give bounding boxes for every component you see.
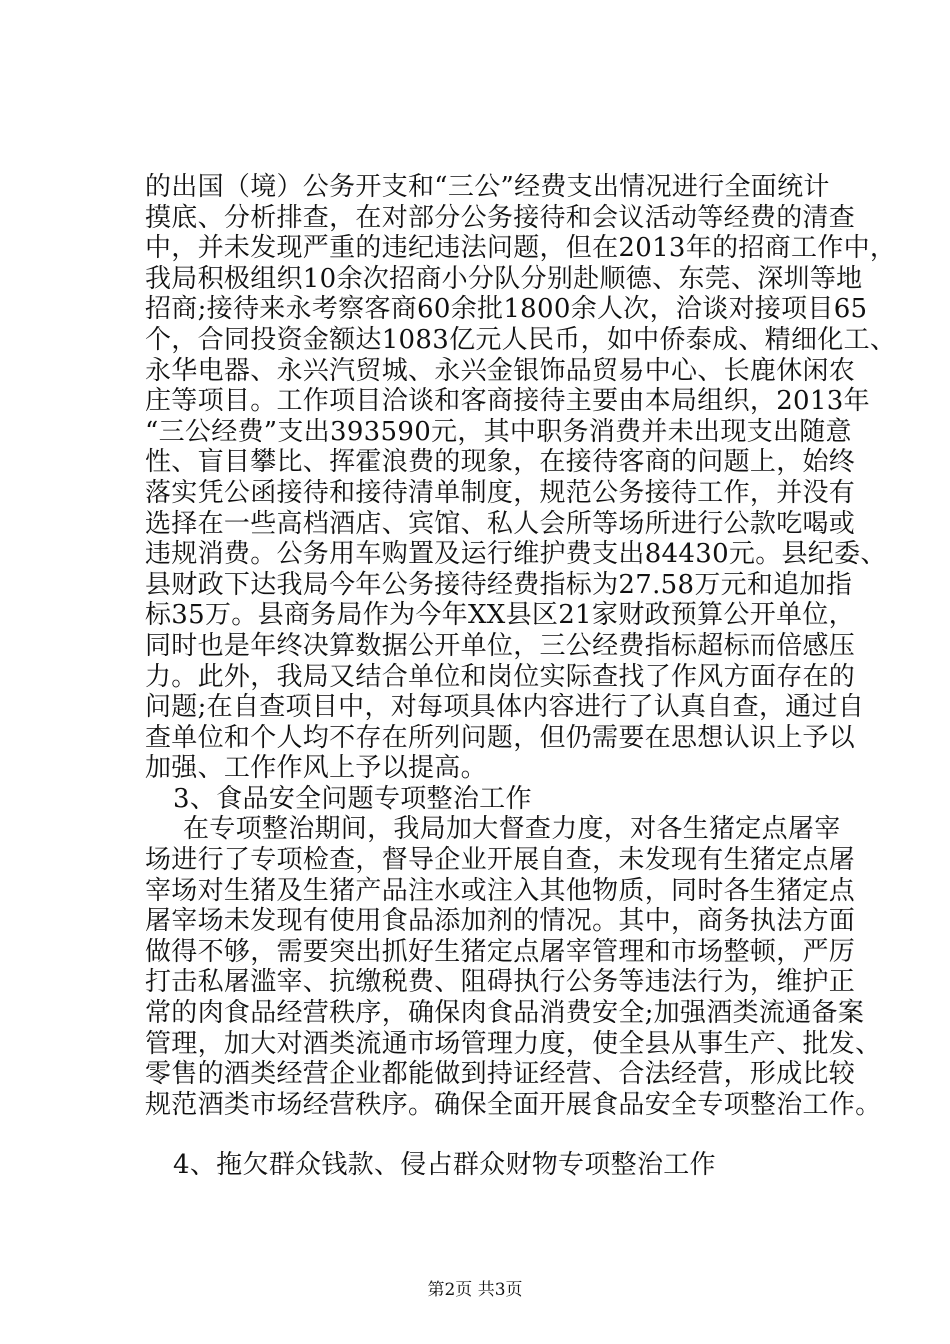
text-line: 屠宰场未发现有使用食品添加剂的情况。其中，商务执法方面 xyxy=(145,906,856,937)
text-line: 同时也是年终决算数据公开单位，三公经费指标超标而倍感压 xyxy=(145,630,856,661)
page-number-footer: 第2页 共3页 xyxy=(427,1280,523,1300)
text-line: 选择在一些高档酒店、宾馆、私人会所等场所进行公款吃喝或 xyxy=(145,508,856,539)
text-line: 摸底、分析排查，在对部分公务接待和会议活动等经费的清查 xyxy=(145,202,856,233)
text-line: 个，合同投资金额达1083亿元人民币，如中侨泰成、精细化工、 xyxy=(145,324,897,355)
section-heading-food-safety: 3、食品安全问题专项整治工作 xyxy=(173,783,532,814)
text-line: “三公经费”支出393590元，其中职务消费并未出现支出随意 xyxy=(145,416,852,447)
text-line: 常的肉食品经营秩序，确保肉食品消费安全;加强酒类流通备案 xyxy=(145,998,865,1029)
text-line: 加强、工作作风上予以提高。 xyxy=(145,753,487,784)
text-line: 我局积极组织10余次招商小分队分别赴顺德、东莞、深圳等地 xyxy=(145,263,863,294)
text-line: 标35万。县商务局作为今年XX县区21家财政预算公开单位， xyxy=(145,600,855,631)
text-line: 查单位和个人均不存在所列问题，但仍需要在思想认识上予以 xyxy=(145,722,856,753)
paragraph-spacer xyxy=(145,1120,825,1150)
text-line: 违规消费。公务用车购置及运行维护费支出84430元。县纪委、 xyxy=(145,539,887,570)
text-line: 力。此外，我局又结合单位和岗位实际查找了作风方面存在的 xyxy=(145,661,856,692)
document-body xyxy=(145,172,897,1181)
text-line: 规范酒类市场经营秩序。确保全面开展食品安全专项整治工作。 xyxy=(145,1089,882,1120)
text-line: 管理，加大对酒类流通市场管理力度，使全县从事生产、批发、 xyxy=(145,1028,882,1059)
text-line: 问题;在自查项目中，对每项具体内容进行了认真自查，通过自 xyxy=(145,692,865,723)
text-line: 落实凭公函接待和接待清单制度，规范公务接待工作，并没有 xyxy=(145,477,856,508)
paragraph-expenses xyxy=(145,172,897,784)
text-line: 在专项整治期间，我局加大督查力度，对各生猪定点屠宰 xyxy=(183,814,841,845)
section-heading-arrears: 4、拖欠群众钱款、侵占群众财物专项整治工作 xyxy=(173,1150,716,1181)
text-line: 零售的酒类经营企业都能做到持证经营、合法经营，形成比较 xyxy=(145,1059,856,1090)
text-line: 中，并未发现严重的违纪违法问题，但在2013年的招商工作中， xyxy=(145,233,897,264)
text-line: 县财政下达我局今年公务接待经费指标为27.58万元和追加指 xyxy=(145,569,853,600)
text-line: 场进行了专项检查，督导企业开展自查，未发现有生猪定点屠 xyxy=(145,845,856,876)
text-line: 打击私屠滥宰、抗缴税费、阻碍执行公务等违法行为，维护正 xyxy=(145,967,856,998)
text-line: 的出国（境）公务开支和“三公”经费支出情况进行全面统计 xyxy=(145,172,830,202)
text-line: 庄等项目。工作项目洽谈和客商接待主要由本局组织，2013年 xyxy=(145,386,870,417)
paragraph-food-safety xyxy=(145,814,882,1120)
text-line: 做得不够，需要突出抓好生猪定点屠宰管理和市场整顿，严厉 xyxy=(145,936,856,967)
text-line: 招商;接待来永考察客商60余批1800余人次，洽谈对接项目65 xyxy=(145,294,868,325)
text-line: 永华电器、永兴汽贸城、永兴金银饰品贸易中心、长鹿休闲农 xyxy=(145,355,856,386)
text-line: 性、盲目攀比、挥霍浪费的现象，在接待客商的问题上，始终 xyxy=(145,447,856,478)
text-line: 宰场对生猪及生猪产品注水或注入其他物质，同时各生猪定点 xyxy=(145,875,856,906)
